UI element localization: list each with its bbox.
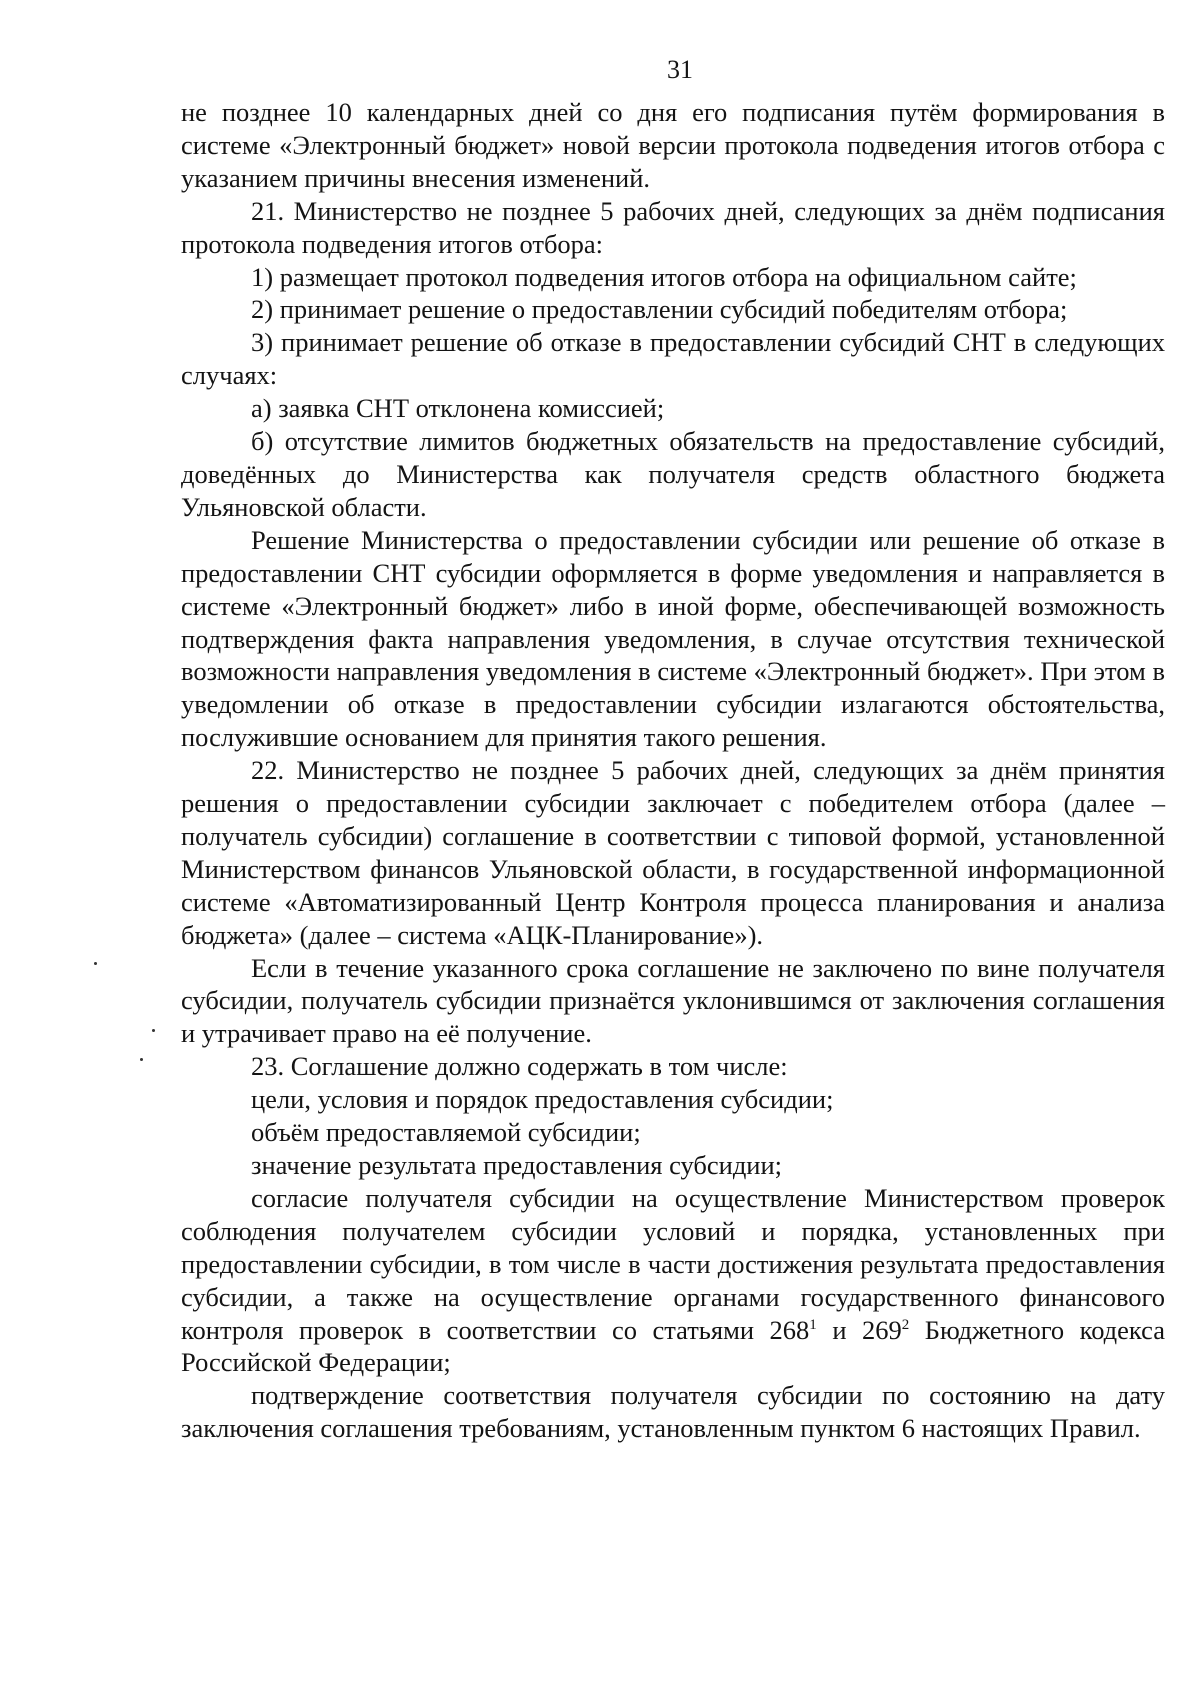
paragraph-item-23: 23. Соглашение должно содержать в том числе: — [251, 1051, 788, 1082]
paragraph-subitem-b: б) отсутствие лимитов бюджетных обязательств на предоставление субсидий, доведённых до Министерства как получателя средств областного бюджета Ульяновской области. — [181, 426, 1165, 522]
paragraph-volume: объём предоставляемой субсидии; — [251, 1117, 641, 1148]
scan-speck — [140, 1058, 143, 1061]
paragraph-item-21: 21. Министерство не позднее 5 рабочих дней, следующих за днём подписания протокола подведения итогов отбора: — [181, 195, 1165, 259]
consent-text-after: Бюджетного кодекса Российской Федерации; — [181, 1314, 1165, 1378]
scan-speck — [94, 962, 97, 965]
paragraph-subitem-1: 1) размещает протокол подведения итогов отбора на официальном сайте; — [251, 261, 1077, 292]
paragraph-confirmation: подтверждение соответствия получателя субсидии по состоянию на дату заключения соглашения требованиям, установленным пунктом 6 настоящих Правил. — [181, 1380, 1165, 1444]
document-body — [181, 96, 1165, 1445]
superscript-1: 1 — [809, 1316, 817, 1333]
superscript-2: 2 — [901, 1316, 910, 1333]
consent-text-middle: и 269 — [816, 1314, 902, 1345]
page-number: 31 — [667, 55, 693, 84]
paragraph-continuation: не позднее 10 календарных дней со дня его подписания путём формирования в системе «Электронный бюджет» новой версии протокола подведения итогов отбора с указанием причины внесения изменений. — [181, 97, 1165, 193]
paragraph-evasion: Если в течение указанного срока соглашение не заключено по вине получателя субсидии, получатель субсидии признаётся уклонившимся от заключения соглашения и утрачивает право на её получение. — [181, 952, 1165, 1049]
paragraph-subitem-2: 2) принимает решение о предоставлении субсидий победителям отбора; — [251, 294, 1068, 325]
consent-text-before: согласие получателя субсидии на осуществление Министерством проверок соблюдения получателем субсидии условий и порядка, установленных при предоставлении субсидии, в том числе в части достижения результата предоставления субсидии, а также на осуществление органами государственного финансового контроля проверок в соответствии со статьями 268 — [181, 1182, 1165, 1345]
paragraph-subitem-3: 3) принимает решение об отказе в предоставлении субсидий СНТ в следующих случаях: — [181, 327, 1165, 391]
paragraph-item-22: 22. Министерство не позднее 5 рабочих дней, следующих за днём принятия решения о предоставлении субсидии заключает с победителем отбора (далее – получатель субсидии) соглашение в соответствии с типовой формой, установленной Министерством финансов Ульяновской области, в государственной информационной системе «Автоматизированный Центр Контроля процесса планирования и анализа бюджета» (далее – система «АЦК-Планирование»). — [181, 755, 1165, 950]
paragraph-goals: цели, условия и порядок предоставления субсидии; — [251, 1084, 834, 1115]
paragraph-decision: Решение Министерства о предоставлении субсидии или решение об отказе в предоставлении СНТ субсидии оформляется в форме уведомления и направляется в системе «Электронный бюджет» либо в иной форме, обеспечивающей возможность подтверждения факта направления уведомления, в случае отсутствия технической возможности направления уведомления в системе «Электронный бюджет». При этом в уведомлении об отказе в предоставлении субсидии излагаются обстоятельства, послужившие основанием для принятия такого решения. — [181, 524, 1165, 753]
paragraph-consent — [181, 1182, 1165, 1379]
paragraph-result-value: значение результата предоставления субсидии; — [251, 1150, 783, 1180]
scan-speck — [152, 1029, 155, 1032]
paragraph-subitem-a: а) заявка СНТ отклонена комиссией; — [251, 393, 665, 424]
